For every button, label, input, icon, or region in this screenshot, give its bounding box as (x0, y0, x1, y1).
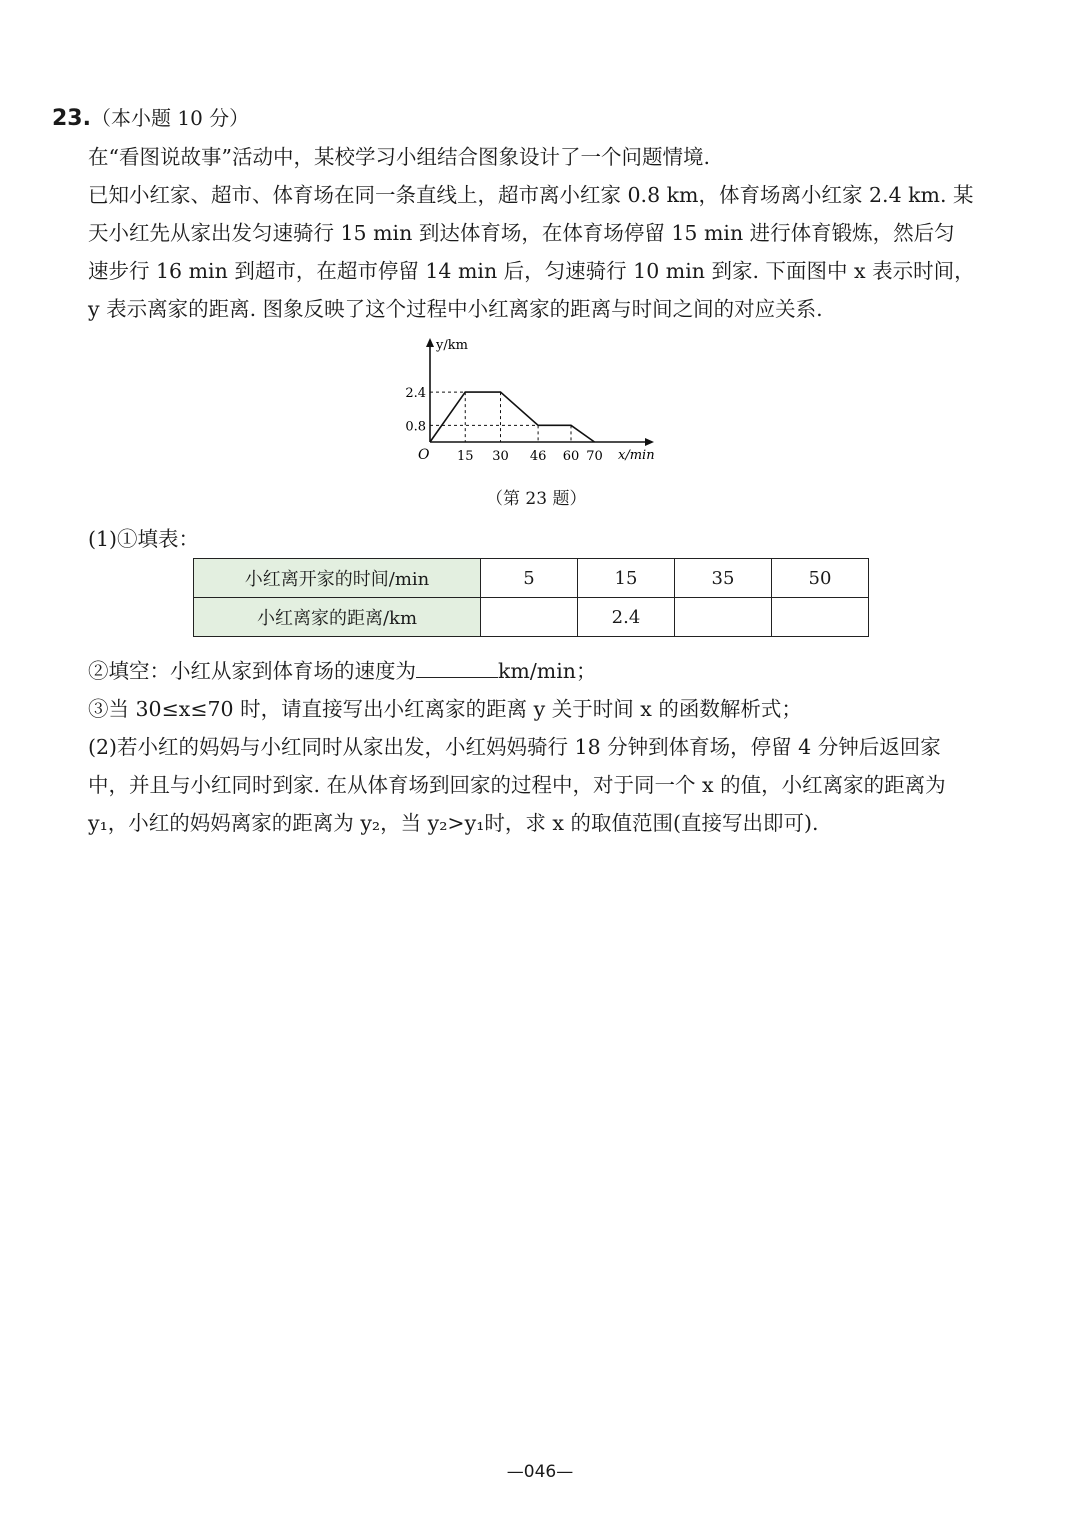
x-tick-label: 60 (562, 449, 580, 464)
x-axis-arrow (645, 438, 654, 446)
distance-answer-cell[interactable] (772, 598, 869, 637)
part1-heading: (1)①填表： (88, 527, 200, 551)
part1-q2 (88, 654, 596, 684)
distance-time-graph (398, 332, 668, 472)
speed-answer-blank[interactable] (416, 661, 498, 678)
part1-q3: ③当 30≤x≤70 时，请直接写出小红离家的距离 y 关于时间 x 的函数解析式； (88, 697, 802, 721)
x-tick-label: 30 (492, 449, 509, 464)
page-number: —046— (506, 1462, 574, 1482)
origin-label: O (418, 447, 430, 463)
time-cell: 5 (481, 559, 578, 598)
question-points: （本小题 10 分） (90, 106, 250, 130)
distance-cell: 2.4 (578, 598, 675, 637)
q2-text-before: ②填空：小红从家到体育场的速度为 (88, 659, 416, 683)
intro-text: 在“看图说故事”活动中，某校学习小组结合图象设计了一个问题情境. (88, 145, 710, 169)
story-line-3: 速步行 16 min 到超市，在超市停留 14 min 后，匀速骑行 10 min 到家. 下面图中 x 表示时间， (88, 259, 975, 283)
distance-answer-cell[interactable] (481, 598, 578, 637)
part2-line-1: (2)若小红的妈妈与小红同时从家出发，小红妈妈骑行 18 分钟到体育场，停留 4 分钟后返回家 (88, 735, 941, 759)
distance-answer-cell[interactable] (675, 598, 772, 637)
row-header-time: 小红离开家的时间/min (194, 559, 481, 598)
time-cell: 35 (675, 559, 772, 598)
time-cell: 50 (772, 559, 869, 598)
y-axis-label: y/km (436, 338, 468, 353)
y-axis-arrow (426, 338, 434, 347)
table-row (194, 598, 869, 637)
fill-in-table (193, 558, 869, 637)
story-line-2: 天小红先从家出发匀速骑行 15 min 到达体育场，在体育场停留 15 min 进行体育锻炼，然后匀 (88, 221, 955, 245)
part2-line-2: 中，并且与小红同时到家. 在从体育场到回家的过程中，对于同一个 x 的值，小红离家的距离为 (88, 773, 946, 797)
row-header-distance: 小红离家的距离/km (194, 598, 481, 637)
question-number: 23. (52, 106, 91, 131)
x-axis-label: x/min (618, 448, 655, 463)
distance-series-line (430, 392, 595, 442)
question-header (52, 102, 249, 131)
y-tick-label: 2.4 (405, 386, 426, 402)
story-line-1: 已知小红家、超市、体育场在同一条直线上，超市离小红家 0.8 km，体育场离小红家 2.4 km. 某 (88, 183, 974, 207)
x-tick-label: 70 (586, 449, 603, 464)
x-tick-label: 46 (529, 449, 547, 464)
time-cell: 15 (578, 559, 675, 598)
y-tick-label: 0.8 (405, 419, 426, 435)
table-row (194, 559, 869, 598)
part2-line-3: y₁，小红的妈妈离家的距离为 y₂，当 y₂>y₁时，求 x 的取值范围(直接写出即可). (88, 811, 819, 835)
x-tick-label: 15 (456, 449, 474, 464)
story-line-4: y 表示离家的距离. 图象反映了这个过程中小红离家的距离与时间之间的对应关系. (88, 297, 823, 321)
figure-caption: （第 23 题） (486, 489, 587, 509)
q2-text-after: km/min； (498, 659, 597, 683)
